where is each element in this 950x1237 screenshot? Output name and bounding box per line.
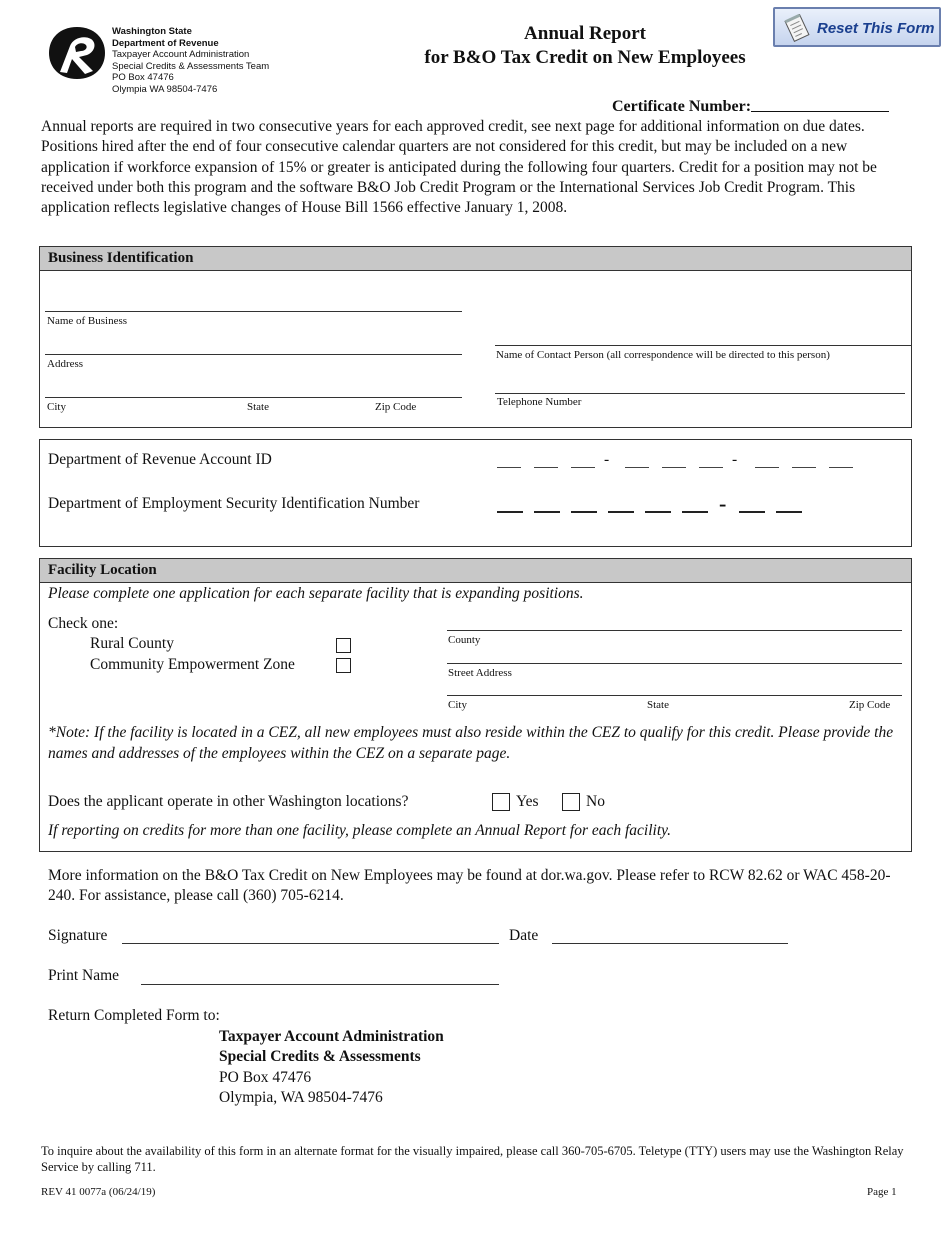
agency-line: PO Box 47476	[112, 72, 174, 83]
certificate-number	[612, 97, 889, 116]
digit-slot	[776, 511, 802, 513]
digit-slot	[497, 467, 521, 468]
return-label: Return Completed Form to:	[48, 1007, 220, 1024]
digit-slot	[699, 467, 723, 468]
separator: -	[732, 451, 738, 468]
digit-slot	[534, 467, 558, 468]
digit-slot	[497, 511, 523, 513]
cez-label: Community Empowerment Zone	[90, 656, 295, 673]
digit-slot	[571, 511, 597, 513]
digit-slot	[739, 511, 765, 513]
facility-zip-label: Zip Code	[849, 699, 891, 711]
separator: -	[604, 451, 610, 468]
return-line-4: Olympia, WA 98504-7476	[219, 1088, 383, 1106]
title-line-1: Annual Report	[524, 23, 646, 44]
zip-label: Zip Code	[375, 401, 417, 413]
contact-person-field[interactable]	[495, 345, 911, 346]
telephone-field[interactable]	[495, 393, 905, 394]
print-name-field[interactable]	[141, 984, 499, 985]
page-number: Page 1	[867, 1186, 897, 1198]
city-label: City	[47, 401, 66, 413]
certificate-label: Certificate Number:	[612, 98, 752, 115]
reset-label: Reset This Form	[817, 20, 935, 37]
business-name-label: Name of Business	[47, 315, 128, 327]
agency-line: Special Credits & Assessments Team	[112, 60, 270, 72]
city-state-zip-field[interactable]	[45, 397, 462, 398]
other-locations-question: Does the applicant operate in other Washington locations?	[48, 793, 409, 810]
contact-person-label: Name of Contact Person (all correspondence will be directed to this person)	[496, 349, 830, 361]
agency-line: Taxpayer Account Administration	[112, 49, 250, 60]
agency-line: Washington State	[112, 26, 192, 37]
digit-slot	[608, 511, 634, 513]
facility-state-label: State	[647, 699, 669, 711]
return-line-2: Special Credits & Assessments	[219, 1048, 421, 1066]
no-label: No	[586, 793, 605, 810]
digit-slot	[755, 467, 779, 468]
form-id: REV 41 0077a (06/24/19)	[41, 1186, 156, 1198]
form-title	[380, 22, 790, 70]
facility-heading: Facility Location	[40, 559, 911, 583]
agency-line: Department of Revenue	[112, 37, 219, 49]
des-id-field[interactable]	[497, 491, 807, 516]
digit-slot	[662, 467, 686, 468]
date-label: Date	[509, 927, 539, 944]
certificate-number-field[interactable]	[751, 97, 889, 112]
facility-city-state-zip-field[interactable]	[447, 695, 902, 696]
digit-slot	[645, 511, 671, 513]
more-information: More information on the B&O Tax Credit on New Employees may be found at dor.wa.gov. Please refer to RCW 82.62 or WAC 458-20-240. For assistance, please call (360) 705-6214.	[48, 867, 891, 904]
agency-line: Olympia WA 98504-7476	[112, 83, 218, 95]
digit-slot	[682, 511, 708, 513]
digit-slot	[625, 467, 649, 468]
return-line-1: Taxpayer Account Administration	[219, 1028, 444, 1045]
des-id-label: Department of Employment Security Identification Number	[48, 495, 420, 512]
print-name-label: Print Name	[48, 967, 120, 984]
business-identification-section	[39, 246, 912, 428]
return-address	[219, 1027, 444, 1108]
signature-label: Signature	[48, 927, 108, 944]
rural-county-checkbox[interactable]	[336, 638, 351, 653]
other-locations-yes-checkbox[interactable]	[492, 793, 510, 811]
other-locations-no-checkbox[interactable]	[562, 793, 580, 811]
separator: -	[719, 491, 727, 516]
rural-county-label: Rural County	[90, 635, 174, 652]
signature-field[interactable]	[122, 943, 499, 944]
title-line-2: for B&O Tax Credit on New Employees	[424, 47, 746, 68]
reset-form-button[interactable]	[773, 7, 941, 47]
county-field[interactable]	[447, 630, 902, 631]
dor-logo	[46, 24, 108, 82]
digit-slot	[829, 467, 853, 468]
dor-account-id-field[interactable]	[497, 453, 857, 469]
notepad-icon	[783, 14, 811, 42]
address-field[interactable]	[45, 354, 462, 355]
facility-city-label: City	[448, 699, 467, 711]
cez-note: *Note: If the facility is located in a CEZ, all new employees must also reside within the CEZ to qualify for this credit. Please provide the names and addresses of the employees within the CEZ on a separate page.	[48, 724, 894, 762]
accessibility-notice: To inquire about the availability of this form in an alternate format for the visually impaired, please call 360-705-6705. Teletype (TTY) users may use the Washington Relay Service by calling 711.	[41, 1144, 904, 1174]
digit-slot	[534, 511, 560, 513]
county-label: County	[448, 634, 481, 646]
date-field[interactable]	[552, 943, 788, 944]
address-label: Address	[47, 358, 84, 370]
digit-slot	[792, 467, 816, 468]
business-name-field[interactable]	[45, 311, 462, 312]
digit-slot	[571, 467, 595, 468]
agency-address	[112, 26, 269, 95]
business-heading: Business Identification	[40, 247, 911, 271]
street-address-field[interactable]	[447, 663, 902, 664]
return-line-3: PO Box 47476	[219, 1068, 312, 1086]
dor-account-id-label: Department of Revenue Account ID	[48, 451, 272, 468]
cez-checkbox[interactable]	[336, 658, 351, 673]
check-one-label: Check one:	[48, 615, 119, 632]
facility-instruction: Please complete one application for each separate facility that is expanding positions.	[48, 585, 584, 602]
multi-facility-note: If reporting on credits for more than one facility, please complete an Annual Report for each facility.	[48, 822, 672, 839]
street-address-label: Street Address	[448, 667, 512, 679]
telephone-label: Telephone Number	[497, 396, 582, 408]
state-label: State	[247, 401, 269, 413]
intro-paragraph: Annual reports are required in two consecutive years for each approved credit, see next page for additional information on due dates. Positions hired after the end of four consecutive calendar quarters are not considered for this credit, but may be included on a new application if workforce expansion of 15% or greater is anticipated during the following four quarters. Credit for a position may not be received under both this program and the software B&O Job Credit Program or the International Services Job Credit Program. This application reflects legislative changes of House Bill 1566 effective January 1, 2008.	[41, 118, 877, 217]
yes-label: Yes	[516, 793, 539, 810]
